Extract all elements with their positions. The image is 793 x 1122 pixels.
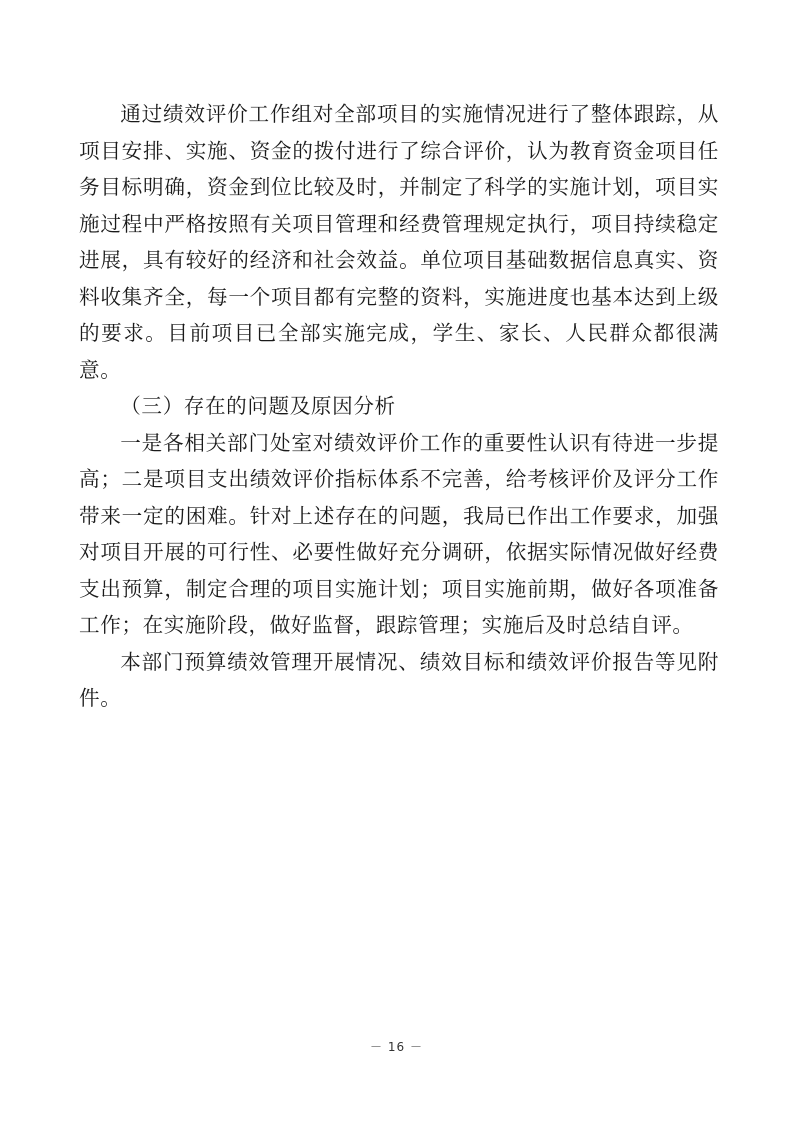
paragraph-attachment-note: 本部门预算绩效管理开展情况、绩效目标和绩效评价报告等见附件。 [79,649,719,710]
paragraph-evaluation-summary: 通过绩效评价工作组对全部项目的实施情况进行了整体跟踪，从项目安排、实施、资金的拨付进行了综合评价，认为教育资金项目任务目标明确，资金到位比较及时，并制定了科学的实施计划，项目实施过程中严格按照有关项目管理和经费管理规定执行，项目持续稳定进展，具有较好的经济和社会效益。单位项目基础数据信息真实、资料收集齐全，每一个项目都有完整的资料，实施进度也基本达到上级的要求。目前项目已全部实施完成，学生、家长、人民群众都很满意。 [79,102,719,382]
page-number: － 16 － [370,1040,423,1054]
document-body [79,96,719,717]
paragraph-problems-analysis: 一是各相关部门处室对绩效评价工作的重要性认识有待进一步提高；二是项目支出绩效评价指标体系不完善，给考核评价及评分工作带来一定的困难。针对上述存在的问题，我局已作出工作要求，加强对项目开展的可行性、必要性做好充分调研，依据实际情况做好经费支出预算，制定合理的项目实施计划；项目实施前期，做好各项准备工作；在实施阶段，做好监督，跟踪管理；实施后及时总结自评。 [79,430,719,637]
section-heading-problems: （三）存在的问题及原因分析 [120,394,396,418]
